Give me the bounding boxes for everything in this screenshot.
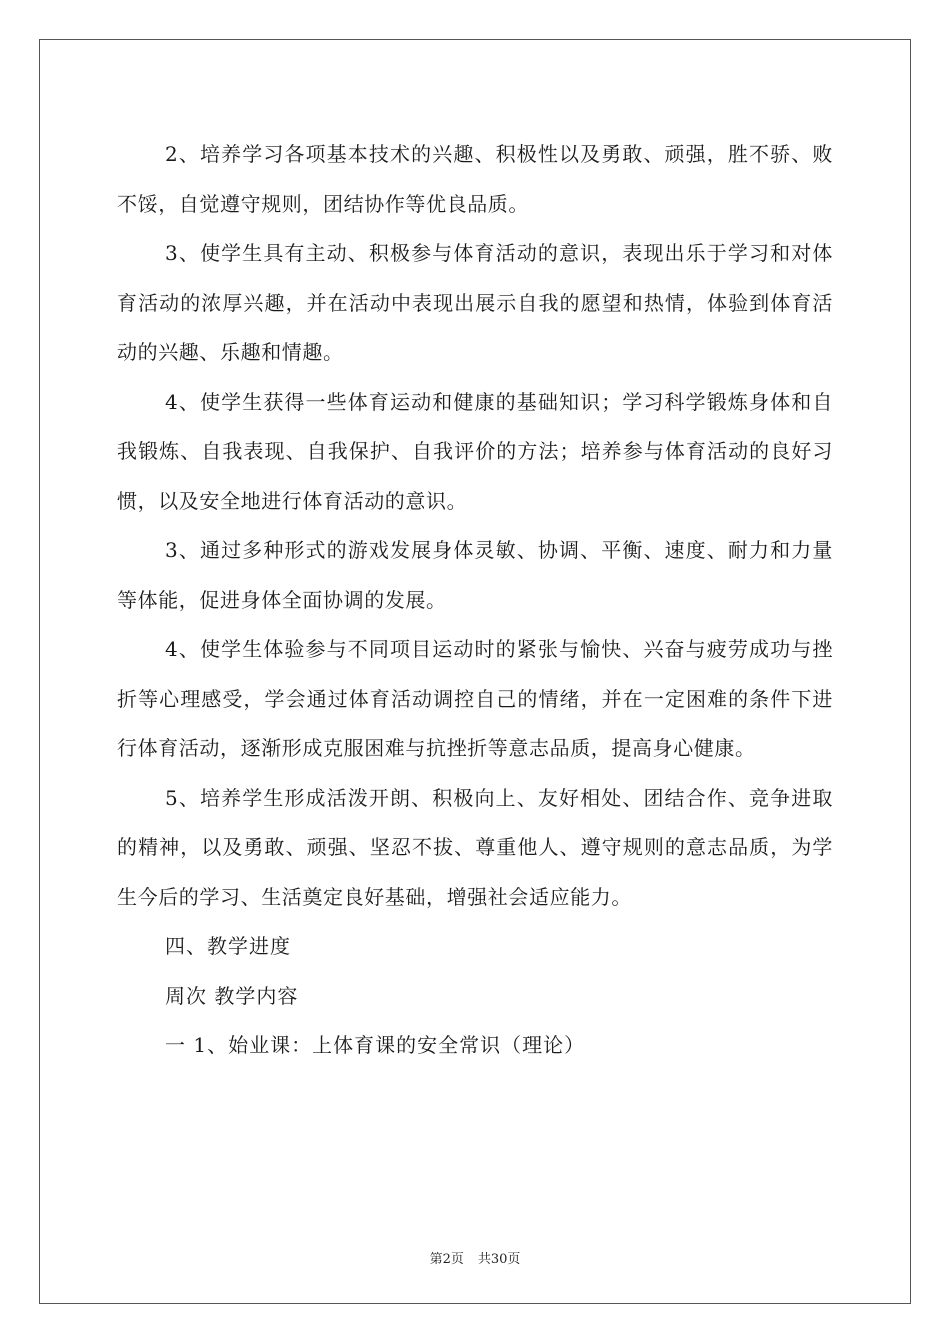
schedule-row-1: 一 1、始业课：上体育课的安全常识（理论）	[165, 1033, 586, 1057]
document-body	[117, 130, 833, 1071]
paragraph-goal-4b: 4、使学生体验参与不同项目运动时的紧张与愉快、兴奋与疲劳成功与挫折等心理感受，学会通过体育活动调控自己的情绪，并在一定困难的条件下进行体育活动，逐渐形成克服困难与抗挫折等意志品质，提高身心健康。	[117, 637, 833, 760]
page-total: 共30页	[477, 1252, 521, 1267]
page-number: 第2页	[429, 1252, 464, 1267]
paragraph-goal-4: 4、使学生获得一些体育运动和健康的基础知识；学习科学锻炼身体和自我锻炼、自我表现、自我保护、自我评价的方法；培养参与体育活动的良好习惯，以及安全地进行体育活动的意识。	[117, 389, 833, 513]
paragraph-goal-2: 2、培养学习各项基本技术的兴趣、积极性以及勇敢、顽强，胜不骄、败不馁，自觉遵守规则，团结协作等优良品质。	[117, 142, 833, 216]
paragraph-goal-5: 5、培养学生形成活泼开朗、积极向上、友好相处、团结合作、竞争进取的精神，以及勇敢、顽强、坚忍不拔、尊重他人、遵守规则的意志品质，为学生今后的学习、生活奠定良好基础，增强社会适应能力。	[117, 785, 833, 909]
paragraph-goal-3: 3、使学生具有主动、积极参与体育活动的意识，表现出乐于学习和对体育活动的浓厚兴趣，并在活动中表现出展示自我的愿望和热情，体验到体育活动的兴趣、乐趣和情趣。	[117, 241, 833, 364]
schedule-header: 周次 教学内容	[165, 983, 299, 1008]
paragraph-goal-3b: 3、通过多种形式的游戏发展身体灵敏、协调、平衡、速度、耐力和力量等体能，促进身体全面协调的发展。	[117, 538, 833, 612]
page-footer	[0, 1248, 950, 1267]
section-heading-teaching-progress: 四、教学进度	[165, 934, 291, 958]
